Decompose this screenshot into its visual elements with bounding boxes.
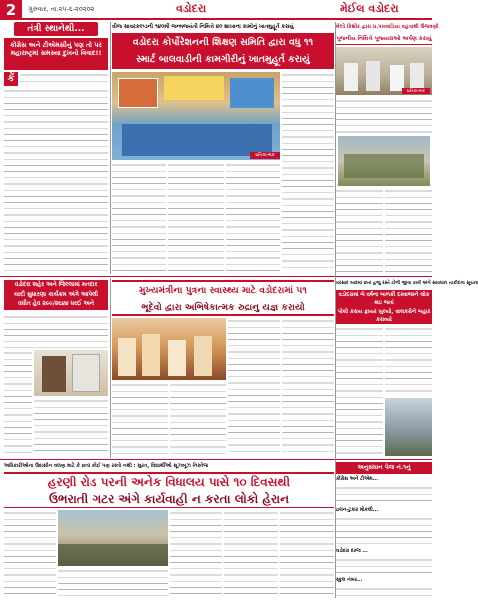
photo-board <box>118 78 158 108</box>
vmc-story-col-1 <box>4 350 32 456</box>
photo-person <box>344 63 358 91</box>
continued-item-2: ઇલન-ટુકાર મોકલી... <box>336 508 379 513</box>
bottom-story-col-2 <box>58 568 168 598</box>
main-story-headline <box>112 33 334 69</box>
main-photo-caption: પ્રતિકાત્મક <box>250 152 280 159</box>
editorial-box-title: તંત્રી સ્થાનેથી... <box>14 22 98 36</box>
bottom-headline-line1: હરણી રોડ પરની અનેક વિધાલય પાસે ૧૦ દિવસથી <box>47 475 291 489</box>
right-photo-caption: પ્રતિકાત્મક <box>402 88 430 94</box>
vmc-headline-line2: યાદી સુધારણા કાર્યક્રમ અંગે આપેલી <box>13 291 99 298</box>
main-headline-line1: વડોદરા કોર્પોરેશનની શિક્ષણ સમિતિ દ્વારા વધુ ૧૧ <box>132 37 314 48</box>
vmc-headline-line1: વડોદરા શહેર અને જિલ્લામાં મતદાર <box>14 282 98 288</box>
continued-item-4-body <box>336 586 432 598</box>
photo-person <box>410 63 424 91</box>
rain-subbanner: વરસાદ બાદમાં છતાં હજુ રસ્તે ટોળી જીવા કાર્ય અંગે સાવધાન તાકીદના સૂચના <box>336 281 478 286</box>
rain-headline-line2: પોલો કરાય ફ્રાયર ખુલ્યો, વાલકરોને બહાર કરાવ્યો <box>337 308 431 324</box>
photo-banner <box>164 76 224 100</box>
photo-crowd <box>344 154 424 178</box>
vmc-story-photo <box>34 350 108 396</box>
right-story-photo-2 <box>338 136 430 186</box>
main-story-col-3 <box>226 162 280 272</box>
photo-person <box>366 61 380 91</box>
bottom-story-col-4 <box>224 510 278 598</box>
photo-priest <box>142 334 160 376</box>
bottom-story-col-1 <box>4 510 56 598</box>
cm-story-col-3 <box>282 318 334 456</box>
bottom-headline-line2: ઉભરાતી ગટર અંગે કાર્યવાહી ન કરતા લોકો હેરાન <box>48 492 290 506</box>
editorial-headline: કોંગ્રેસ અને ટીએમસીનું પણ તો પર મહારાષ્ટ્રમાં સમસ્યા દુખનો વિવાદ!! <box>4 38 108 70</box>
city-name: વડોદરા <box>176 2 207 15</box>
section-divider <box>0 276 432 277</box>
right-story-col-2 <box>385 188 432 272</box>
vmc-headline-line3: વધીત હેવ ૨૯૯/૨૬૪૪ ધરઈ અને <box>17 301 94 307</box>
main-story-col-1 <box>112 162 166 272</box>
vmc-story-headline <box>4 280 108 310</box>
main-story-photo <box>112 72 280 160</box>
editorial-dropcap: કેં <box>4 72 18 86</box>
continued-item-1: કોંગ્રેસ અને ટીએમ... <box>336 477 379 482</box>
cm-story-headline <box>112 280 334 316</box>
vmc-story-body-top <box>4 314 108 348</box>
bottom-story-photo <box>58 510 168 566</box>
top-banner: વીજ સાવરકલ્પ્ડની ૧૪૦મી જન્મજયંતી નિમિત્તે ૪૦ શાખાના કામોનું ખાતમુહૂર્ત કરાયું <box>112 24 294 30</box>
rain-story-col-1 <box>336 326 383 456</box>
photo-wall <box>230 78 274 108</box>
cm-story-photo <box>112 318 226 380</box>
column-rule <box>110 22 111 274</box>
rain-headline-line1: વડોદરામાં બે વર્ષના બાળકી દરવાજાને લોક થઇ જતાં <box>338 292 430 307</box>
top-right-banner: મેલ્ડે કિશોર દ્વારા પ્ર.પખવાડિયા વહૃતાથી ઉજવણી <box>336 24 439 30</box>
photo-person <box>72 354 100 392</box>
continued-item-1-body <box>336 485 432 505</box>
editorial-body <box>4 88 108 276</box>
continued-item-3-body <box>336 557 432 575</box>
photo-priest <box>194 336 212 376</box>
bottom-story-headline <box>4 472 334 508</box>
right-story-col-1 <box>336 188 383 272</box>
lower-banner: અધિકારીઓના ઉદાસીન વલણ માટે કે છતાં કોઈ પણ રસ્તો નથી : સુરત, વિદ્યાર્થીઓ સૂઝબૂઝ નિસ્તેજ <box>4 463 209 469</box>
rain-story-headline <box>336 290 432 324</box>
photo-road <box>58 544 168 566</box>
bottom-story-col-5 <box>280 510 334 598</box>
section-divider <box>0 459 432 460</box>
column-rule <box>110 278 111 458</box>
rain-story-photo <box>385 398 432 456</box>
editorial-body-start <box>20 72 108 86</box>
cm-headline-line1: મુખ્યમંત્રીના પુત્રના સ્વાસ્થ્ય માટે વડોદરામાં ૫૧ <box>139 285 307 296</box>
main-headline-line2: સ્માર્ટ બાલવાડીની કામગીરીનું ખાતમુહૂર્ત કરાયું <box>136 54 310 65</box>
vmc-story-col-2 <box>34 398 108 456</box>
photo-person <box>42 356 66 392</box>
cm-story-col-1b <box>170 382 226 456</box>
right-story-body-top <box>336 98 432 134</box>
paper-name: મેઈલ વડોદરા <box>340 2 399 15</box>
photo-priest <box>168 340 186 376</box>
photo-priest <box>118 338 136 376</box>
main-story-col-2 <box>168 162 224 272</box>
continued-box-title: અનુસંધાન પેજ નં.૧નું <box>336 462 432 474</box>
cm-story-col-1a <box>112 382 168 456</box>
right-story-headline: પૂજનીય નિમિત્તે પૂજ્યારાઓ અર્પણ કરાયું <box>336 33 432 45</box>
rain-story-col-2 <box>385 326 432 396</box>
column-rule <box>335 22 336 598</box>
continued-item-2-body <box>336 516 432 546</box>
page-number: 2 <box>0 0 22 20</box>
cm-story-col-2 <box>228 318 280 456</box>
continued-item-3: વડોદરા દરજ ... <box>336 549 368 554</box>
cm-headline-line2: ભૂદેવો દ્વારા અભિષેકાત્મક રુદ્રાનુ યજ્ઞ કરાયો <box>141 302 305 313</box>
bottom-story-col-3 <box>170 510 222 598</box>
continued-item-4: સ્કુલ નંબર... <box>336 578 363 583</box>
issue-date: ગુરુવાર, તા.૨૫-૬-૨૦૨૦૨ <box>28 5 95 13</box>
main-story-col-4 <box>282 72 334 272</box>
